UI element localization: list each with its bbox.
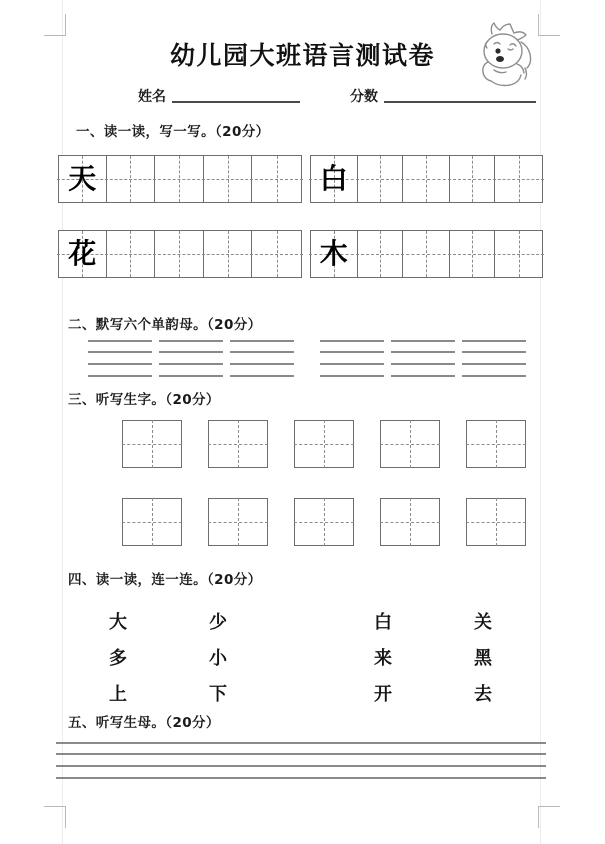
grid-cell-prompt	[59, 231, 107, 277]
prompt-character: 天	[68, 162, 97, 195]
grid-cell-blank[interactable]	[204, 156, 253, 202]
character-grid-strip-3[interactable]	[58, 230, 302, 278]
character-grid-strip-4[interactable]	[310, 230, 543, 278]
write-box[interactable]	[380, 420, 440, 468]
corner-mark-top-right	[538, 14, 560, 36]
grid-cell-prompt	[59, 156, 107, 202]
write-box[interactable]	[294, 498, 354, 546]
score-field[interactable]	[350, 86, 536, 106]
write-box[interactable]	[294, 420, 354, 468]
corner-mark-top-left	[44, 14, 66, 36]
grid-cell-blank[interactable]	[403, 156, 450, 202]
pinyin-stave[interactable]	[230, 340, 294, 378]
write-box[interactable]	[208, 498, 268, 546]
write-box[interactable]	[122, 420, 182, 468]
match-item[interactable]: 白	[374, 612, 392, 633]
grid-cell-blank[interactable]	[495, 231, 542, 277]
grid-cell-blank[interactable]	[403, 231, 450, 277]
match-item[interactable]: 黑	[474, 648, 492, 669]
prompt-character: 白	[319, 162, 348, 195]
grid-cell-blank[interactable]	[107, 231, 156, 277]
match-item[interactable]: 上	[109, 684, 127, 705]
write-box[interactable]	[380, 498, 440, 546]
name-field-rule[interactable]	[172, 101, 300, 103]
section-heading-five: 五、听写生母。（20分）	[68, 715, 220, 731]
grid-cell-prompt	[311, 156, 358, 202]
write-box[interactable]	[208, 420, 268, 468]
match-item[interactable]: 去	[474, 684, 492, 705]
character-grid-strip-2[interactable]	[310, 155, 543, 203]
character-grid-strip-1[interactable]	[58, 155, 302, 203]
student-info-row	[62, 86, 540, 110]
grid-cell-blank[interactable]	[450, 231, 496, 277]
score-field-rule[interactable]	[384, 101, 536, 103]
name-field[interactable]	[138, 86, 300, 106]
grid-cell-blank[interactable]	[252, 231, 301, 277]
grid-cell-prompt	[311, 231, 358, 277]
match-item[interactable]: 多	[109, 648, 127, 669]
section-heading-two: 二、默写六个单韵母。（20分）	[68, 317, 262, 333]
pinyin-stave[interactable]	[88, 340, 152, 378]
name-field-label: 姓名	[138, 89, 166, 105]
pinyin-stave[interactable]	[159, 340, 223, 378]
match-item[interactable]: 小	[209, 648, 227, 669]
prompt-character: 木	[319, 237, 348, 270]
grid-cell-blank[interactable]	[358, 231, 404, 277]
section-heading-three: 三、听写生字。（20分）	[68, 392, 220, 408]
grid-cell-blank[interactable]	[107, 156, 156, 202]
match-item[interactable]: 少	[209, 612, 227, 633]
match-item[interactable]: 开	[374, 684, 392, 705]
grid-cell-blank[interactable]	[450, 156, 496, 202]
page-margin-line-left	[62, 0, 63, 844]
section-heading-four: 四、读一读，连一连。（20分）	[68, 572, 262, 588]
grid-cell-blank[interactable]	[155, 156, 204, 202]
match-item[interactable]: 大	[109, 612, 127, 633]
pinyin-stave-wide[interactable]	[56, 742, 546, 780]
write-box[interactable]	[466, 420, 526, 468]
pinyin-stave[interactable]	[320, 340, 384, 378]
page-margin-line-right	[540, 0, 541, 844]
score-field-label: 分数	[350, 89, 378, 105]
write-box[interactable]	[122, 498, 182, 546]
match-item[interactable]: 下	[209, 684, 227, 705]
grid-cell-blank[interactable]	[495, 156, 542, 202]
grid-cell-blank[interactable]	[155, 231, 204, 277]
prompt-character: 花	[68, 237, 97, 270]
match-item[interactable]: 关	[474, 612, 492, 633]
corner-mark-bottom-left	[44, 806, 66, 828]
section-heading-one: 一、读一读，写一写。（20分）	[76, 124, 270, 140]
match-item[interactable]: 来	[374, 648, 392, 669]
pinyin-stave[interactable]	[391, 340, 455, 378]
pinyin-stave[interactable]	[462, 340, 526, 378]
write-box[interactable]	[466, 498, 526, 546]
page-title: 幼儿园大班语言测试卷	[169, 41, 435, 70]
grid-cell-blank[interactable]	[204, 231, 253, 277]
grid-cell-blank[interactable]	[252, 156, 301, 202]
corner-mark-bottom-right	[538, 806, 560, 828]
grid-cell-blank[interactable]	[358, 156, 404, 202]
